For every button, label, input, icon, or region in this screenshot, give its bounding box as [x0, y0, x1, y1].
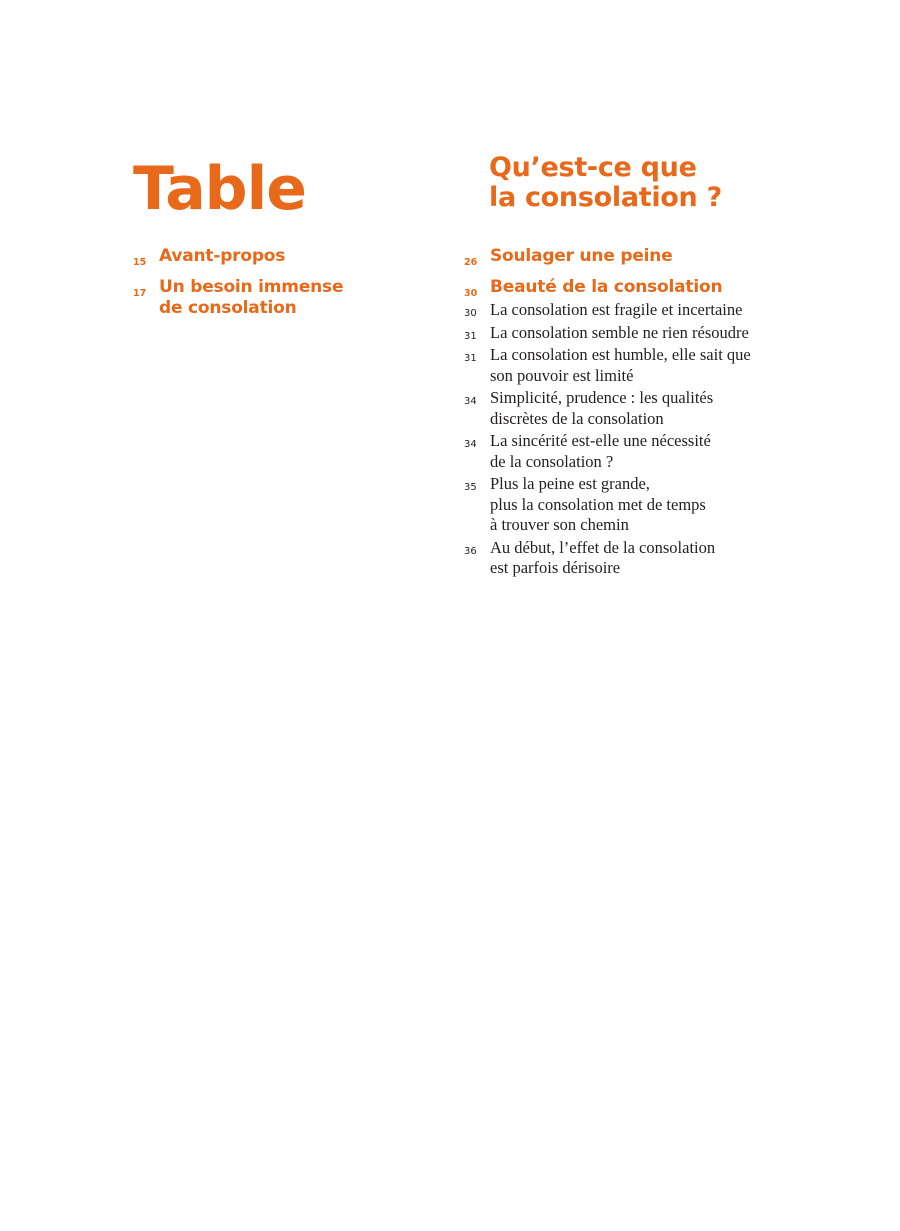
toc-section[interactable]: [464, 323, 824, 344]
page-number: 36: [464, 545, 477, 557]
page-number: 34: [464, 439, 477, 450]
section-title: plus la consolation met de temps: [490, 494, 706, 514]
toc-section[interactable]: [464, 474, 824, 536]
page-number: 35: [464, 482, 477, 493]
page-number: 17: [133, 288, 147, 299]
section-title: La consolation est humble, elle sait que: [490, 345, 751, 364]
page-number: 31: [464, 353, 477, 364]
toc-entry[interactable]: [133, 277, 433, 319]
entry-title: de consolation: [159, 298, 297, 318]
section-title: Plus la peine est grande,: [490, 474, 650, 493]
chapter-title: Soulager une peine: [490, 246, 673, 266]
part-title: [489, 150, 824, 246]
toc-entry[interactable]: [133, 246, 433, 267]
chapter-title: Beauté de la consolation: [490, 277, 723, 297]
section-title: discrètes de la consolation: [490, 408, 664, 428]
toc-chapter[interactable]: [464, 277, 824, 298]
section-title: La consolation est fragile et incertaine: [490, 300, 743, 319]
toc-section[interactable]: [464, 345, 824, 386]
section-title: Au début, l’effet de la consolation: [490, 537, 716, 557]
entry-title: Avant-propos: [159, 246, 286, 266]
page-number: 30: [464, 288, 478, 299]
page-number: 26: [464, 257, 478, 268]
page-number: 31: [464, 330, 477, 342]
section-title: Simplicité, prudence : les qualités: [490, 388, 714, 407]
page-number: 34: [464, 396, 477, 407]
toc-section[interactable]: [464, 388, 824, 429]
toc-section[interactable]: [464, 538, 824, 579]
toc-right-column: [464, 150, 824, 581]
page-title: Table: [133, 154, 306, 224]
section-title: à trouver son chemin: [490, 515, 629, 534]
part-title-line: Qu’est-ce que: [489, 152, 697, 183]
section-title: est parfois dérisoire: [490, 558, 621, 577]
section-title: La sincérité est-elle une nécessité: [490, 431, 711, 450]
toc-left-column: [133, 150, 433, 329]
page-number: 30: [464, 308, 477, 319]
entry-title: Un besoin immense: [159, 277, 344, 297]
part-title-line: la consolation ?: [489, 182, 722, 213]
toc-section[interactable]: [464, 431, 824, 472]
toc-section[interactable]: [464, 300, 824, 321]
page-number: 15: [133, 257, 147, 268]
section-title: son pouvoir est limité: [490, 365, 634, 385]
toc-chapter[interactable]: [464, 246, 824, 267]
section-title: de la consolation ?: [490, 451, 614, 471]
section-title: La consolation semble ne rien résoudre: [490, 322, 749, 342]
